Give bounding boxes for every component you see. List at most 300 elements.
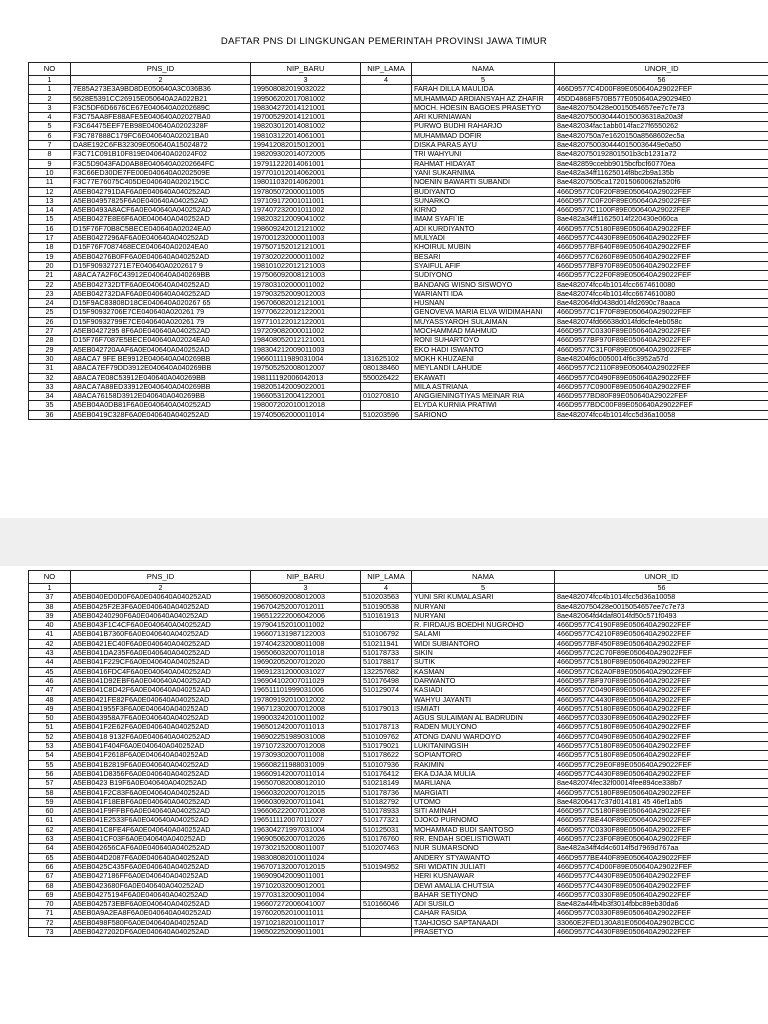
cell-pns-id: A5EB041C8D42F6A0E040640A040252AD	[71, 686, 251, 695]
cell-pns-id: A5EB041F2E62F6A0E040640A040252AD	[71, 723, 251, 732]
cell-pns-id: A5EB0427E8E6F6A0E040640A040252AD	[71, 215, 251, 224]
cell-unor-id: 8ae48207500304440150036449e0a50	[555, 141, 768, 150]
cell-unor-id: 466D9577C4D00F89E050640A29022FEF	[555, 85, 768, 94]
cell-nip-lama	[361, 695, 412, 704]
cell-no: 29	[29, 345, 71, 354]
cell-nama: SUNARKO	[412, 196, 555, 205]
cell-unor-id: 8ae4820750a7e1620150a8568602ec5a	[555, 131, 768, 140]
cell-pns-id: F3C66ED30DE7FE00E040640A0202509E	[71, 168, 251, 177]
cell-nama: MOKH KHUZAENI	[412, 354, 555, 363]
cell-pns-id: 5628E5391CC26915E050640A2A022B21	[71, 94, 251, 103]
cell-nip-lama	[361, 317, 412, 326]
cell-pns-id: A5EB04957825F6A0E040640A040252AD	[71, 196, 251, 205]
cell-no: 42	[29, 639, 71, 648]
cell-nip-baru: 196706082012121001	[251, 299, 361, 308]
table-row	[29, 732, 768, 741]
cell-nip-baru: 196506092008012003	[251, 593, 361, 602]
cell-nama: SITI AMINAH	[412, 807, 555, 816]
cell-nama: ANGGIENINGTIYAS MEINAR RIA	[412, 392, 555, 401]
cell-nip-lama	[361, 122, 412, 131]
cell-nip-lama	[361, 131, 412, 140]
cell-nip-lama: 510178736	[361, 788, 412, 797]
cell-nip-baru: 196603092007011041	[251, 797, 361, 806]
cell-unor-id: 45DD4868F570B577E050640A290294E0	[555, 94, 768, 103]
cell-no: 7	[29, 141, 71, 150]
cell-no: 36	[29, 410, 71, 419]
cell-nip-lama: 510176760	[361, 835, 412, 844]
cell-unor-id: 466D9577C5180F89E050640A29022FEF	[555, 751, 768, 760]
table-row	[29, 410, 768, 419]
cell-unor-id: 8ae482a34ff11625014f220430e060ca	[555, 215, 768, 224]
column-number: 1	[29, 584, 71, 593]
cell-nip-baru: 198203012014081002	[251, 122, 361, 131]
table-row	[29, 131, 768, 140]
cell-nama: ELYDA KURNIA PRATIWI	[412, 401, 555, 410]
cell-nip-baru: 198203212009041002	[251, 215, 361, 224]
table-row	[29, 168, 768, 177]
cell-nip-lama	[361, 178, 412, 187]
cell-nip-baru: 198304212009011003	[251, 345, 361, 354]
cell-nama: BESARI	[412, 252, 555, 261]
table-row	[29, 401, 768, 410]
cell-nip-lama	[361, 927, 412, 936]
cell-no: 25	[29, 308, 71, 317]
cell-no: 20	[29, 261, 71, 270]
cell-nip-lama	[361, 103, 412, 112]
header-nama: NAMA	[412, 571, 555, 584]
table-row	[29, 686, 768, 695]
cell-pns-id: A5EB0416FDC4F6A0E040640A040252AD	[71, 667, 251, 676]
cell-pns-id: F3C787888C179FC6E040640A02021BA0	[71, 131, 251, 140]
cell-nama: NOENIN BAWARTI SUBANDI	[412, 178, 555, 187]
table-row	[29, 900, 768, 909]
cell-unor-id: 466D9577C5180F89E050640A29022FEF	[555, 807, 768, 816]
cell-pns-id: D15F76F7087468ECE040640A02024EA0	[71, 243, 251, 252]
cell-unor-id: 466D9577C5180F89E050640A29022FEF	[555, 704, 768, 713]
cell-nip-baru: 197507152012121001	[251, 243, 361, 252]
cell-pns-id: A5EB041C8FE4F6A0E040640A040252AD	[71, 825, 251, 834]
table-row	[29, 807, 768, 816]
cell-nama: EKAWATI	[412, 373, 555, 382]
cell-nip-baru: 197405062000011014	[251, 410, 361, 419]
cell-nip-lama: 510203596	[361, 410, 412, 419]
cell-pns-id: A8ACA7A2F6C43912E040640A040269BB	[71, 271, 251, 280]
table-row	[29, 593, 768, 602]
cell-no: 67	[29, 872, 71, 881]
cell-nip-baru: 196712302007012008	[251, 704, 361, 713]
cell-no: 28	[29, 336, 71, 345]
cell-pns-id: A5EB041F404F6A0E040640A040252AD	[71, 742, 251, 751]
cell-nama: MOCH. HOESIN BAGOES PRASETYO	[412, 103, 555, 112]
cell-nama: WAHYU JAYANTI	[412, 695, 555, 704]
cell-unor-id: 466D9577BDC00F89E050640A29022FEF	[555, 401, 768, 410]
cell-nip-baru: 196605312004122001	[251, 392, 361, 401]
cell-nama: RAHMAT HIDAYAT	[412, 159, 555, 168]
cell-nip-lama	[361, 714, 412, 723]
cell-nama: SARIONO	[412, 410, 555, 419]
cell-nip-baru: 197805072000011005	[251, 187, 361, 196]
cell-nama: EKO HADI ISWANTO	[412, 345, 555, 354]
cell-nip-baru: 198007202010012018	[251, 401, 361, 410]
header-no: NO	[29, 63, 71, 76]
cell-nama: YANI SUKARNIMA	[412, 168, 555, 177]
cell-nama: CAHAR FASIDA	[412, 909, 555, 918]
cell-nama: BAHAR SETIYONO	[412, 890, 555, 899]
cell-nip-lama	[361, 621, 412, 630]
cell-no: 45	[29, 667, 71, 676]
table-row	[29, 667, 768, 676]
cell-pns-id: D15F909327271E7E040640A0202617 9	[71, 261, 251, 270]
cell-no: 3	[29, 103, 71, 112]
cell-nip-baru: 197302022000011002	[251, 252, 361, 261]
table-row	[29, 85, 768, 94]
cell-unor-id: 466D9577C0330F89E050640A29022FEF	[555, 890, 768, 899]
cell-nip-lama	[361, 261, 412, 270]
table-row	[29, 602, 768, 611]
table-body-part-1	[29, 85, 768, 420]
cell-pns-id: A5EB0A9A2EA8F6A0E040640A040252AD	[71, 909, 251, 918]
cell-pns-id: F3C77E76075C405DE040640A020215CC	[71, 178, 251, 187]
cell-nama: MILA ASTRIANA	[412, 382, 555, 391]
cell-nip-baru: 197209082000011002	[251, 327, 361, 336]
cell-unor-id: 466D9577C0490F89E050640A29022FEF	[555, 373, 768, 382]
page-title: DAFTAR PNS DI LINGKUNGAN PEMERINTAH PROVINSI JAWA TIMUR	[220, 36, 548, 47]
table-row	[29, 630, 768, 639]
cell-pns-id: A5EB0425C435F6A0E040640A040252AD	[71, 862, 251, 871]
cell-nip-lama	[361, 215, 412, 224]
cell-unor-id: 466D9577C5180F89E050640A29022FEF	[555, 742, 768, 751]
table-row	[29, 788, 768, 797]
cell-nama: EKA DJAJA MULIA	[412, 769, 555, 778]
cell-nama: RR. ENDAH SOELISTIOWATI	[412, 835, 555, 844]
cell-pns-id: A5EB041B2819F6A0E040640A040252AD	[71, 760, 251, 769]
table-row	[29, 695, 768, 704]
cell-no: 47	[29, 686, 71, 695]
cell-pns-id: F3C5DF6D6676CE67E040640A0202689C	[71, 103, 251, 112]
cell-nip-baru: 196704252007012011	[251, 602, 361, 611]
header-nama: NAMA	[412, 63, 555, 76]
cell-nip-lama	[361, 196, 412, 205]
cell-no: 15	[29, 215, 71, 224]
cell-nip-lama	[361, 141, 412, 150]
table-row	[29, 872, 768, 881]
cell-nip-baru: 197407232001011002	[251, 206, 361, 215]
pns-table-part-1	[28, 62, 768, 420]
cell-unor-id: 466D9577C5180F89E050640A29022FEF	[555, 788, 768, 797]
cell-pns-id: 7E85A273E3A9BD8DE050640A3C036B36	[71, 85, 251, 94]
cell-nip-baru: 196904102007011029	[251, 676, 361, 685]
column-number: 5	[412, 76, 555, 85]
cell-nama: IMAM SYAFI`IE	[412, 215, 555, 224]
cell-nama: WARIANTI IDA	[412, 289, 555, 298]
cell-nip-lama	[361, 345, 412, 354]
cell-unor-id: 466D9577C0330F89E050640A29022FEF	[555, 909, 768, 918]
cell-unor-id: 466D9577C0330F89E050640A29022FEF	[555, 825, 768, 834]
cell-nama: HUSNAN	[412, 299, 555, 308]
table-row	[29, 844, 768, 853]
table-row	[29, 94, 768, 103]
cell-nip-baru: 197404232008011008	[251, 639, 361, 648]
cell-nama: ARI KURNIAWAN	[412, 113, 555, 122]
cell-unor-id: 466D9577BF640F89E050640A29022FEF	[555, 243, 768, 252]
cell-nip-baru: 197703132009011004	[251, 890, 361, 899]
cell-nip-lama: 510178622	[361, 751, 412, 760]
cell-pns-id: A5EB041F9FFBF6A0E040640A040252AD	[71, 807, 251, 816]
cell-nama: KIRNO	[412, 206, 555, 215]
cell-pns-id: A5EB0423 B19F6A0E040640A040252AD	[71, 779, 251, 788]
table-row	[29, 150, 768, 159]
cell-nip-baru: 199508082019032022	[251, 85, 361, 94]
cell-pns-id: A5EB04276B0FF6A0E040640A040252AD	[71, 252, 251, 261]
cell-no: 34	[29, 392, 71, 401]
cell-unor-id: 466D9577BF970F89E050640A29022FEF	[555, 261, 768, 270]
cell-no: 55	[29, 760, 71, 769]
cell-nip-lama	[361, 382, 412, 391]
cell-pns-id: F3C5D9043FAD0AB8E040640A0202664FC	[71, 159, 251, 168]
cell-nip-lama	[361, 113, 412, 122]
cell-unor-id: 8ae482074fcc4b1014fcc6674610080	[555, 280, 768, 289]
column-number: 1	[29, 76, 71, 85]
cell-unor-id: 8ae4820750428e0015054657ee7c7e73	[555, 602, 768, 611]
cell-nip-lama: 131625102	[361, 354, 412, 363]
cell-nip-baru: 196902251989031008	[251, 732, 361, 741]
cell-unor-id: 8ae482074fcc4b1014fcc5d36a10058	[555, 593, 768, 602]
cell-pns-id: A5EB0421EC40F6A0E040640A040252AD	[71, 639, 251, 648]
cell-unor-id: 466D9577C5180F89E050640A29022FEF	[555, 224, 768, 233]
table-row	[29, 336, 768, 345]
table-row	[29, 825, 768, 834]
cell-nip-lama	[361, 168, 412, 177]
cell-unor-id: 466D9577C4210F89E050640A29022FEF	[555, 630, 768, 639]
cell-pns-id: A5EB04240290F6A0E040640A040252AD	[71, 611, 251, 620]
cell-nip-baru: 196912312000031027	[251, 667, 361, 676]
cell-pns-id: A5EB042791DAF6A0E040640A040252AD	[71, 187, 251, 196]
table-row	[29, 769, 768, 778]
cell-pns-id: A5EB0498F580F6A0E040640A040252AD	[71, 918, 251, 927]
cell-no: 71	[29, 909, 71, 918]
cell-pns-id: A8ACA7EF79DD3912E040640A040269BB	[71, 364, 251, 373]
cell-nip-lama: 132257682	[361, 667, 412, 676]
cell-no: 16	[29, 224, 71, 233]
cell-pns-id: A5EB0427186FF6A0E040640A040252AD	[71, 872, 251, 881]
column-number: 56	[555, 584, 768, 593]
table-row	[29, 611, 768, 620]
cell-nama: ANDERY STYAWANTO	[412, 853, 555, 862]
cell-nip-lama	[361, 94, 412, 103]
cell-nip-baru: 196511101999031006	[251, 686, 361, 695]
cell-pns-id: A5EB041DA235F6A0E040640A040252AD	[71, 649, 251, 658]
cell-unor-id: 466D9577C0F20F89E050640A29022FEF	[555, 187, 768, 196]
table-row	[29, 723, 768, 732]
cell-unor-id: 8ae482a34ff11625014f8bc2b9a135b	[555, 168, 768, 177]
cell-unor-id: 8ae482a44fb4b3f3014fbbc89eb30da6	[555, 900, 768, 909]
cell-nip-lama	[361, 881, 412, 890]
cell-nip-lama: 510179021	[361, 742, 412, 751]
cell-nip-baru: 197102032009012001	[251, 881, 361, 890]
cell-pns-id: D15F90932706E7CE040640A020261 79	[71, 308, 251, 317]
cell-nip-baru: 198308082010011024	[251, 853, 361, 862]
cell-unor-id: 466D9577C29E0F89E050640A29022FEF	[555, 760, 768, 769]
cell-nip-baru: 197710122012122001	[251, 317, 361, 326]
cell-nip-baru: 196606222007012008	[251, 807, 361, 816]
cell-nama: SYAIFUL AFIF	[412, 261, 555, 270]
cell-nip-baru: 196902052007012020	[251, 658, 361, 667]
cell-nip-lama	[361, 327, 412, 336]
table-row	[29, 103, 768, 112]
cell-no: 41	[29, 630, 71, 639]
cell-nip-lama: 510194952	[361, 862, 412, 871]
cell-no: 73	[29, 927, 71, 936]
cell-nip-lama: 510161913	[361, 611, 412, 620]
column-number: 3	[251, 584, 361, 593]
table-row	[29, 890, 768, 899]
cell-no: 27	[29, 327, 71, 336]
table-row	[29, 918, 768, 927]
cell-no: 62	[29, 825, 71, 834]
cell-no: 44	[29, 658, 71, 667]
cell-nama: KASMAN	[412, 667, 555, 676]
cell-nama: MARGIATI	[412, 788, 555, 797]
cell-nip-baru: 197001232000011003	[251, 234, 361, 243]
table-row	[29, 261, 768, 270]
cell-unor-id: 466D9577C1100F89E050640A29022FEF	[555, 206, 768, 215]
cell-pns-id: A5EB041E2533F6A0E040640A040252AD	[71, 816, 251, 825]
cell-unor-id: 466D9577BF450F89E050640A29022FEF	[555, 639, 768, 648]
table-row	[29, 797, 768, 806]
cell-nip-baru: 197309302007011008	[251, 751, 361, 760]
table-row	[29, 308, 768, 317]
cell-nip-baru: 196507082008012010	[251, 779, 361, 788]
cell-nip-lama	[361, 872, 412, 881]
cell-nip-baru: 196512222006042006	[251, 611, 361, 620]
cell-nama: RONI SUHARTOYO	[412, 336, 555, 345]
cell-unor-id: 466D9577C0F20F89E050640A29022FEF	[555, 196, 768, 205]
cell-unor-id: 8ae48206417c37d014181 45 46ef1ab5	[555, 797, 768, 806]
cell-no: 35	[29, 401, 71, 410]
cell-pns-id: D15F76F7087E5BECE040640A02024EA0	[71, 336, 251, 345]
cell-unor-id: 8ae48204f6c0050014f6c3952a57d	[555, 354, 768, 363]
cell-nip-lama	[361, 243, 412, 252]
cell-pns-id: A5EB04275194F6A0E040640A040252AD	[71, 890, 251, 899]
cell-nip-baru: 197904152010011002	[251, 621, 361, 630]
cell-pns-id: A5EB040ED0D0F6A0E040640A040252AD	[71, 593, 251, 602]
cell-unor-id: 8ae482859ccebb9015bcfbcf60770ea	[555, 159, 768, 168]
cell-nip-lama	[361, 271, 412, 280]
cell-nama: MOCHAMMAD MAHMUD	[412, 327, 555, 336]
table-row	[29, 676, 768, 685]
table-row	[29, 704, 768, 713]
cell-unor-id: 466D9577C31F0F89E050640A29022FEF	[555, 345, 768, 354]
cell-pns-id: DA8E192C6FB32309E050640A15024872	[71, 141, 251, 150]
cell-unor-id: 8ae482a34ff4d4c6014f5d7969d767aa	[555, 844, 768, 853]
cell-pns-id: A8ACA76158D3912E040640A040269BB	[71, 392, 251, 401]
cell-no: 18	[29, 243, 71, 252]
cell-no: 30	[29, 354, 71, 363]
cell-no: 22	[29, 280, 71, 289]
cell-no: 8	[29, 150, 71, 159]
cell-nip-lama: 510125031	[361, 825, 412, 834]
cell-no: 57	[29, 779, 71, 788]
cell-no: 48	[29, 695, 71, 704]
cell-nama: BANDANG WISNO SISWOYO	[412, 280, 555, 289]
cell-nama: ADI SUSILO	[412, 900, 555, 909]
table-row	[29, 234, 768, 243]
cell-no: 4	[29, 113, 71, 122]
cell-nip-lama	[361, 890, 412, 899]
cell-nama: SIKIN	[412, 649, 555, 658]
cell-nip-baru: 196607272006041007	[251, 900, 361, 909]
header-unor-id: UNOR_ID	[555, 63, 768, 76]
cell-pns-id: A5EB043958A7F6A0E040640A040252AD	[71, 714, 251, 723]
cell-no: 66	[29, 862, 71, 871]
cell-nama: KASIADI	[412, 686, 555, 695]
table-row	[29, 354, 768, 363]
cell-nip-lama: 510178933	[361, 807, 412, 816]
cell-no: 23	[29, 289, 71, 298]
cell-unor-id: 466D9577C0490F89E050640A29022FEF	[555, 686, 768, 695]
table-row	[29, 392, 768, 401]
cell-nip-lama: 510176498	[361, 676, 412, 685]
cell-nama: SUDIYONO	[412, 271, 555, 280]
cell-nama: SUTIK	[412, 658, 555, 667]
cell-no: 6	[29, 131, 71, 140]
cell-nama: DISKA PARAS AYU	[412, 141, 555, 150]
cell-unor-id: 466D9577C23F0F89E050640A29022FEF	[555, 835, 768, 844]
cell-unor-id: 8ae4820750192801501b3cb1231a72	[555, 150, 768, 159]
cell-pns-id: A5EB042656CAF6A0E040640A040252AD	[71, 844, 251, 853]
table-row	[29, 862, 768, 871]
column-number-row	[29, 584, 768, 593]
cell-no: 32	[29, 373, 71, 382]
pns-table-part-2	[28, 570, 768, 937]
cell-pns-id: F3C64475EEF7EB98E040640A0202328F	[71, 122, 251, 131]
cell-nip-lama: 510107936	[361, 760, 412, 769]
cell-nama: ISMIATI	[412, 704, 555, 713]
cell-no: 14	[29, 206, 71, 215]
cell-nip-lama	[361, 299, 412, 308]
cell-nama: NURYANI	[412, 611, 555, 620]
cell-pns-id: A5EB043F1C4CF6A0E040640A040252AD	[71, 621, 251, 630]
header-unor-id: UNOR_ID	[555, 571, 768, 584]
cell-unor-id: 8ae482074fcc4b1014fcc6674610080	[555, 289, 768, 298]
cell-no: 1	[29, 85, 71, 94]
table-row	[29, 215, 768, 224]
cell-nama: TRI WAHYUNI	[412, 150, 555, 159]
cell-nama: TJAHJOSO SAPTANAADI	[412, 918, 555, 927]
cell-no: 37	[29, 593, 71, 602]
cell-nip-baru: 197809192010012002	[251, 695, 361, 704]
cell-no: 38	[29, 602, 71, 611]
cell-unor-id: 466D9577C1F70F89E050640A29022FEF	[555, 308, 768, 317]
cell-nama: DJOKO PURNOMO	[412, 816, 555, 825]
cell-unor-id: 466D9577C0330F89E050640A29022FEF	[555, 714, 768, 723]
cell-no: 11	[29, 178, 71, 187]
cell-nip-lama: 510178733	[361, 649, 412, 658]
table-row	[29, 317, 768, 326]
table-row	[29, 760, 768, 769]
cell-nama: MOHAMMAD BUDI SANTOSO	[412, 825, 555, 834]
cell-nip-baru: 197911222014061001	[251, 159, 361, 168]
cell-unor-id: 8ae482074fcc4b1014fcc5d36a10058	[555, 410, 768, 419]
cell-nip-lama	[361, 252, 412, 261]
cell-nip-lama	[361, 289, 412, 298]
cell-unor-id: 466D9577C6260F89E050640A29022FEF	[555, 252, 768, 261]
cell-nip-baru: 198011032014062001	[251, 178, 361, 187]
cell-no: 40	[29, 621, 71, 630]
cell-pns-id: A5EB041D8356F6A0E040640A040252AD	[71, 769, 251, 778]
table-row	[29, 122, 768, 131]
table-header-row	[29, 571, 768, 584]
